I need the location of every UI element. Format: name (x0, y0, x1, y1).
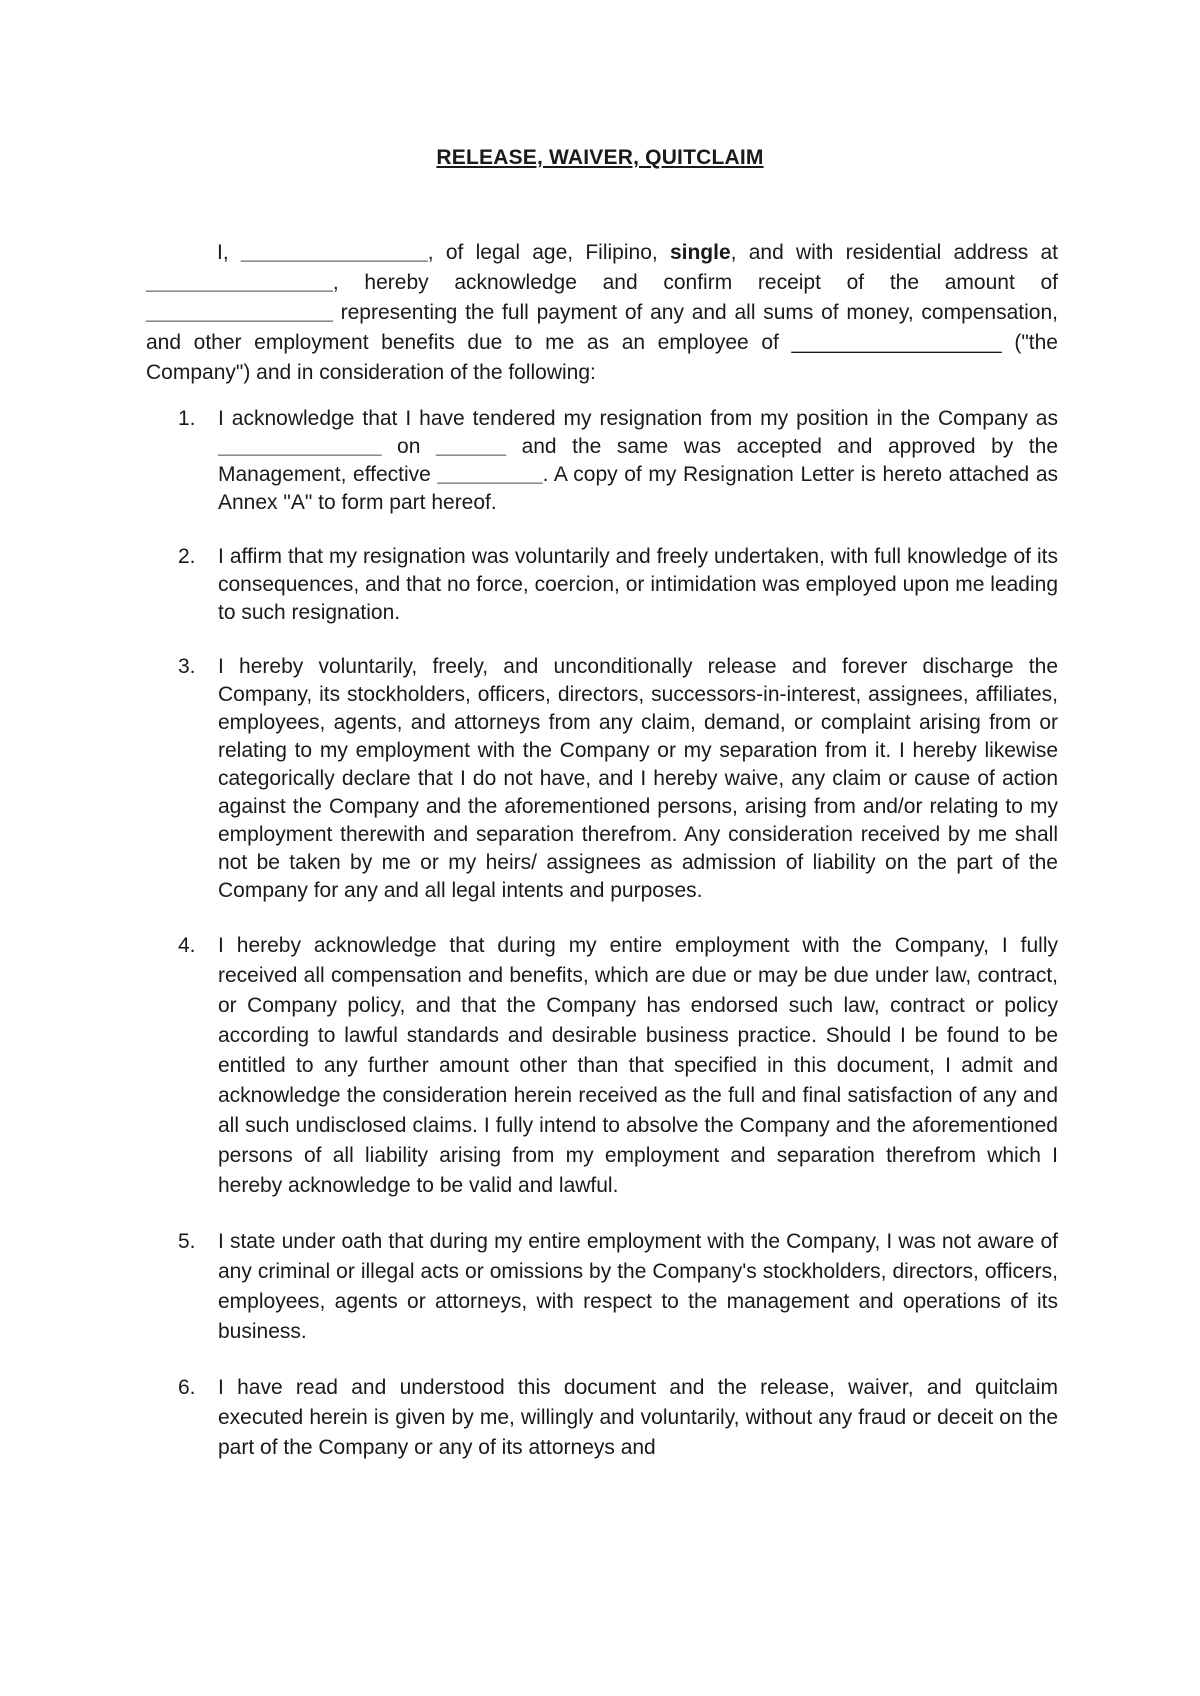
clause-number: 6. (178, 1376, 196, 1399)
blank-amount-field[interactable]: ________________ (146, 301, 333, 324)
clause-item (146, 1373, 1058, 1463)
clause-text: I hereby acknowledge that during my entire employment with the Company, I fully received all compensation and benefits, which are due or may be due under law, contract, or Company policy, and that the Company has endorsed such law, contract or policy according to lawful standards and desirable business practice. Should I be found to be entitled to any further amount other than that specified in this document, I admit and acknowledge the consideration herein received as the full and final satisfaction of any and all such undisclosed claims. I fully intend to absolve the Company and the aforementioned persons of all liability arising from my employment and separation therefrom which I hereby acknowledge to be valid and lawful. (218, 934, 1058, 1197)
blank-address-field[interactable]: ________________ (146, 271, 333, 294)
blank-effective-date-field[interactable]: _________ (437, 463, 543, 486)
clause-text: I acknowledge that I have tendered my resignation from my position in the Company as (218, 407, 1058, 430)
intro-text: representing the full payment of any and all sums of money, compensation, and other employment benefits due to me as an employee of (146, 301, 1058, 354)
clause-text: on (381, 435, 436, 458)
intro-paragraph (146, 238, 1058, 388)
blank-name-field[interactable]: ________________ (240, 241, 428, 264)
clause-item (146, 653, 1058, 905)
clauses-list (146, 405, 1058, 1463)
civil-status: single (669, 241, 731, 264)
clause-item (146, 405, 1058, 517)
intro-text: ("the Company") and in consideration of the following: (146, 331, 1058, 384)
clause-text: . A copy of my Resignation Letter is hereto attached as Annex "A" to form part hereof. (218, 463, 1058, 514)
clause-number: 2. (178, 545, 196, 568)
clause-number: 5. (178, 1230, 196, 1253)
clause-text: and the same was accepted and approved by the Management, effective (218, 435, 1058, 486)
clause-text: I affirm that my resignation was voluntarily and freely undertaken, with full knowledge of its consequences, and that no force, coercion, or intimidation was employed upon me leading to such resignation. (218, 545, 1058, 624)
intro-text: , and with residential address at (730, 241, 1058, 264)
document-title: RELEASE, WAIVER, QUITCLAIM (436, 146, 764, 169)
intro-text: , of legal age, Filipino, (427, 241, 670, 264)
intro-text: I, (217, 241, 241, 264)
intro-text: , hereby acknowledge and confirm receipt of the amount of (332, 271, 1058, 294)
blank-position-field[interactable]: ______________ (218, 435, 382, 458)
clause-number: 1. (178, 407, 196, 430)
clause-text: I hereby voluntarily, freely, and unconditionally release and forever discharge the Company, its stockholders, officers, directors, successors-in-interest, assignees, affiliates, employees, agents, and attorneys from any claim, demand, or complaint arising from or relating to my employment with the Company or my separation from it. I hereby likewise categorically declare that I do not have, and I hereby waive, any claim or cause of action against the Company and the aforementioned persons, arising from and/or relating to my employment therewith and separation therefrom. Any consideration received by me shall not be taken by me or my heirs/ assignees as admission of liability on the part of the Company for any and all legal intents and purposes. (218, 655, 1058, 902)
blank-company-field[interactable]: __________________ (791, 331, 1002, 354)
clause-item (146, 931, 1058, 1201)
clause-item (146, 543, 1058, 627)
clause-text: I have read and understood this document and the release, waiver, and quitclaim executed herein is given by me, willingly and voluntarily, without any fraud or deceit on the part of the Company or any of its attorneys and (218, 1376, 1058, 1459)
clause-number: 4. (178, 934, 196, 957)
clause-text: I state under oath that during my entire employment with the Company, I was not aware of any criminal or illegal acts or omissions by the Company's stockholders, directors, officers, employees, agents or attorneys, with respect to the management and operations of its business. (218, 1230, 1058, 1343)
clause-number: 3. (178, 655, 196, 678)
clause-item (146, 1227, 1058, 1347)
blank-date-field[interactable]: ______ (435, 435, 507, 458)
